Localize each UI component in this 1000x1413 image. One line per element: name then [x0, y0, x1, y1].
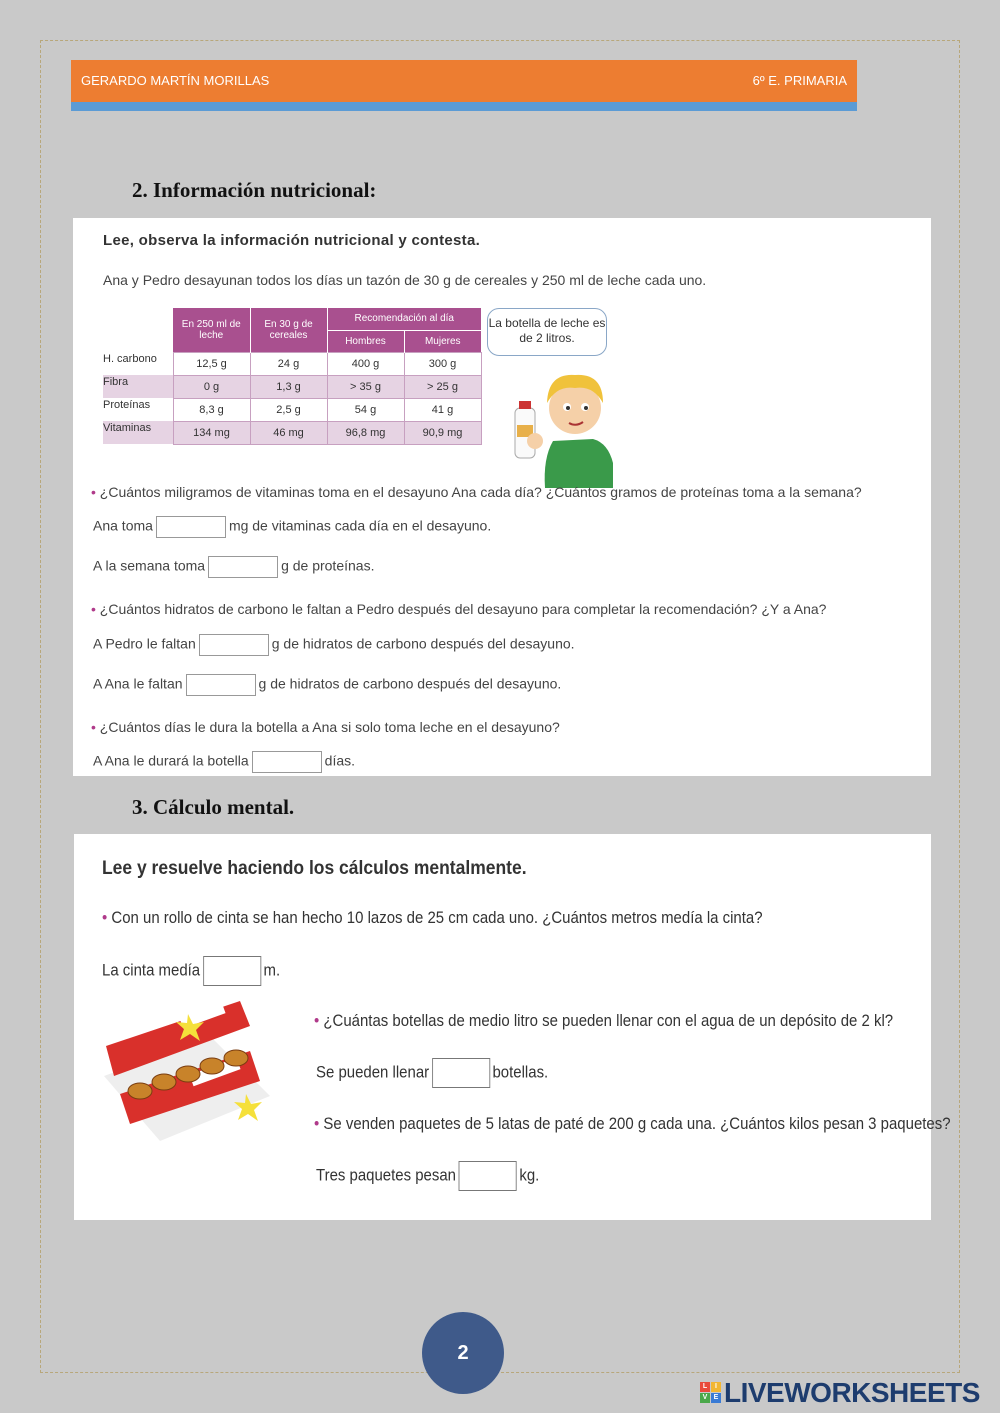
- question-packages: • Se venden paquetes de 5 latas de paté de 200 g cada una. ¿Cuántos kilos pesan 3 paquetes?: [314, 1114, 951, 1134]
- answer-row-ribbon: La cinta medía m.: [102, 956, 280, 986]
- liveworksheets-logo-icon: L I V E: [700, 1382, 722, 1404]
- page-number: 2: [422, 1312, 504, 1394]
- col-women-header: Mujeres: [404, 330, 481, 352]
- answer-input-vitamins[interactable]: [156, 516, 226, 538]
- section3-instruction: Lee y resuelve haciendo los cálculos mentalmente.: [102, 858, 527, 879]
- answer-row-2: A la semana toma g de proteínas.: [93, 556, 374, 578]
- table-row: Fibra 0 g 1,3 g > 35 g > 25 g: [103, 375, 481, 398]
- grade-label: 6º E. PRIMARIA: [752, 73, 847, 88]
- speech-bubble: La botella de leche es de 2 litros.: [487, 308, 607, 356]
- question-ribbon: • Con un rollo de cinta se han hecho 10 lazos de 25 cm cada uno. ¿Cuántos metros medía la cinta?: [102, 908, 763, 928]
- question-carbs: • ¿Cuántos hidratos de carbono le faltan a Pedro después del desayuno para completar la recomendación? ¿Y a Ana?: [91, 601, 826, 617]
- section2-intro: Ana y Pedro desayunan todos los días un tazón de 30 g de cereales y 250 ml de leche cada uno.: [103, 272, 707, 288]
- col-cereal-header: En 30 g de cereales: [250, 308, 327, 352]
- nutrition-panel: [73, 218, 931, 776]
- question-vitamins: • ¿Cuántos miligramos de vitaminas toma en el desayuno Ana cada día? ¿Cuántos gramos de proteínas toma a la semana?: [91, 484, 862, 500]
- table-row: H. carbono 12,5 g 24 g 400 g 300 g: [103, 352, 481, 375]
- boy-with-milk-illustration: [513, 363, 613, 488]
- answer-row-4: A Ana le faltan g de hidratos de carbono después del desayuno.: [93, 674, 561, 696]
- answer-input-bottles[interactable]: [432, 1058, 490, 1088]
- section2-title: 2. Información nutricional:: [132, 178, 377, 202]
- page-header: [71, 60, 857, 102]
- header-stripe: [71, 102, 857, 111]
- mental-math-panel: [74, 834, 951, 1220]
- answer-input-proteins[interactable]: [208, 556, 278, 578]
- answer-input-ribbon[interactable]: [203, 956, 261, 986]
- answer-input-ana-carbs[interactable]: [186, 674, 256, 696]
- question-bottles: • ¿Cuántas botellas de medio litro se pueden llenar con el agua de un depósito de 2 kl?: [314, 1011, 893, 1031]
- author-name: GERARDO MARTÍN MORILLAS: [81, 73, 270, 88]
- answer-input-kilos[interactable]: [459, 1161, 517, 1191]
- liveworksheets-wordmark: LIVEWORKSHEETS: [724, 1377, 980, 1408]
- answer-input-pedro-carbs[interactable]: [199, 634, 269, 656]
- question-bottle: • ¿Cuántos días le dura la botella a Ana si solo toma leche en el desayuno?: [91, 719, 560, 735]
- section2-instruction: Lee, observa la información nutricional y contesta.: [103, 232, 481, 249]
- nutrition-table: [103, 308, 482, 445]
- answer-row-3: A Pedro le faltan g de hidratos de carbono después del desayuno.: [93, 634, 575, 656]
- col-men-header: Hombres: [327, 330, 404, 352]
- answer-row-packages: Tres paquetes pesan kg.: [316, 1161, 539, 1191]
- answer-row-5: A Ana le durará la botella días.: [93, 751, 355, 773]
- table-row: Proteínas 8,3 g 2,5 g 54 g 41 g: [103, 398, 481, 421]
- pate-package-illustration: [100, 996, 276, 1146]
- table-row: Vitaminas 134 mg 46 mg 96,8 mg 90,9 mg: [103, 421, 481, 444]
- answer-input-days[interactable]: [252, 751, 322, 773]
- col-group-header: Recomendación al día: [327, 308, 481, 330]
- answer-row-bottles: Se pueden llenar botellas.: [316, 1058, 548, 1088]
- section3-title: 3. Cálculo mental.: [132, 795, 295, 819]
- col-milk-header: En 250 ml de leche: [173, 308, 250, 352]
- answer-row-1: Ana toma mg de vitaminas cada día en el desayuno.: [93, 516, 491, 538]
